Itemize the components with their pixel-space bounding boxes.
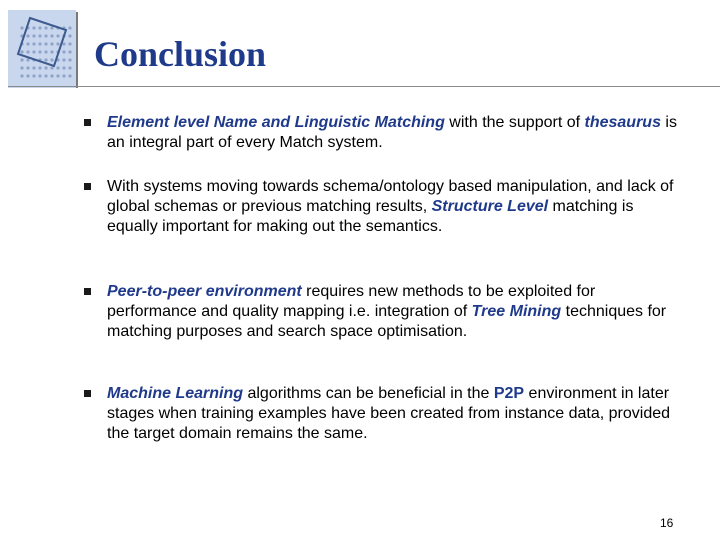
bullet-text-part: thesaurus: [584, 114, 661, 131]
bullet-text-part: Tree Mining: [471, 303, 562, 320]
bullet-text-part: Peer-to-peer environment: [107, 283, 302, 300]
bullet-marker: [80, 282, 100, 302]
bullet-text-part: techniques for matching purposes and search space optimisation.: [107, 303, 667, 340]
bullet-marker: [80, 113, 100, 133]
bullet-text-part: With systems moving towards schema/ontology based manipulation, and lack of global schemas or previous matching results,: [107, 178, 674, 215]
bullet-text-part: environment in later stages when training examples have been created from instance data, provided the target domain remains the same.: [107, 385, 671, 442]
page-number: 16: [660, 516, 674, 530]
bullet-item: [107, 384, 687, 444]
bullet-item: [107, 177, 687, 237]
bullet-text-part: algorithms can be beneficial in the: [243, 385, 494, 402]
bullet-text-part: Machine Learning: [107, 385, 244, 402]
bullet-text-part: with the support of: [444, 114, 585, 131]
bullet-marker: [80, 177, 100, 197]
bullet-marker: [80, 384, 100, 404]
slide-title: Conclusion: [94, 34, 267, 74]
bullet-item: [107, 113, 687, 153]
bullet-text-part: P2P: [493, 385, 525, 402]
bullet-text-part: Structure Level: [431, 198, 549, 215]
bullet-text-part: is an integral part of every Match system.: [107, 114, 677, 151]
bullet-text-part: requires new methods to be exploited for performance and quality mapping i.e. integration of: [107, 283, 596, 320]
bullet-text-part: matching is equally important for making out the semantics.: [107, 198, 634, 235]
bullet-item: [107, 282, 687, 342]
bullet-text-part: Element level Name and Linguistic Matching: [107, 114, 445, 131]
